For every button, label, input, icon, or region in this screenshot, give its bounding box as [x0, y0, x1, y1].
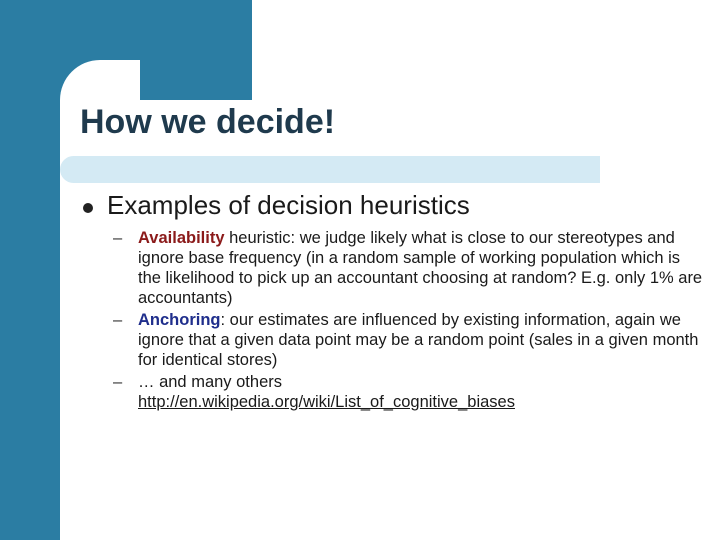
sub-bullet-text: heuristic: we judge likely what is close to our stereotypes and ignore base frequency (in a random sample of working population which is the likelihood to pick up an accountant choosing at random? E.g. only 1% are accountants) — [138, 229, 703, 307]
dash-icon: – — [113, 229, 123, 247]
sub-bullet-many-others — [113, 372, 703, 412]
title-underline-band — [60, 156, 600, 183]
frame-decoration-left — [0, 0, 60, 540]
keyword-anchoring: Anchoring — [138, 311, 221, 329]
dash-icon: – — [113, 311, 123, 329]
wikipedia-biases-link[interactable]: http://en.wikipedia.org/wiki/List_of_cognitive_biases — [138, 393, 515, 411]
slide-title: How we decide! — [80, 103, 336, 141]
keyword-availability: Availability — [138, 229, 225, 247]
sub-bullet-text: … and many others — [138, 373, 282, 391]
dash-icon: – — [113, 373, 123, 391]
sub-bullet-availability — [113, 228, 703, 308]
sub-bullet-text: : our estimates are influenced by existing information, again we ignore that a given data point may be a random point (sales in a given month for identical stores) — [138, 311, 699, 369]
main-bullet-text: Examples of decision heuristics — [107, 190, 470, 220]
sub-bullet-anchoring — [113, 310, 703, 370]
sub-bullet-list — [113, 228, 703, 414]
bullet-dot-icon — [83, 203, 93, 213]
